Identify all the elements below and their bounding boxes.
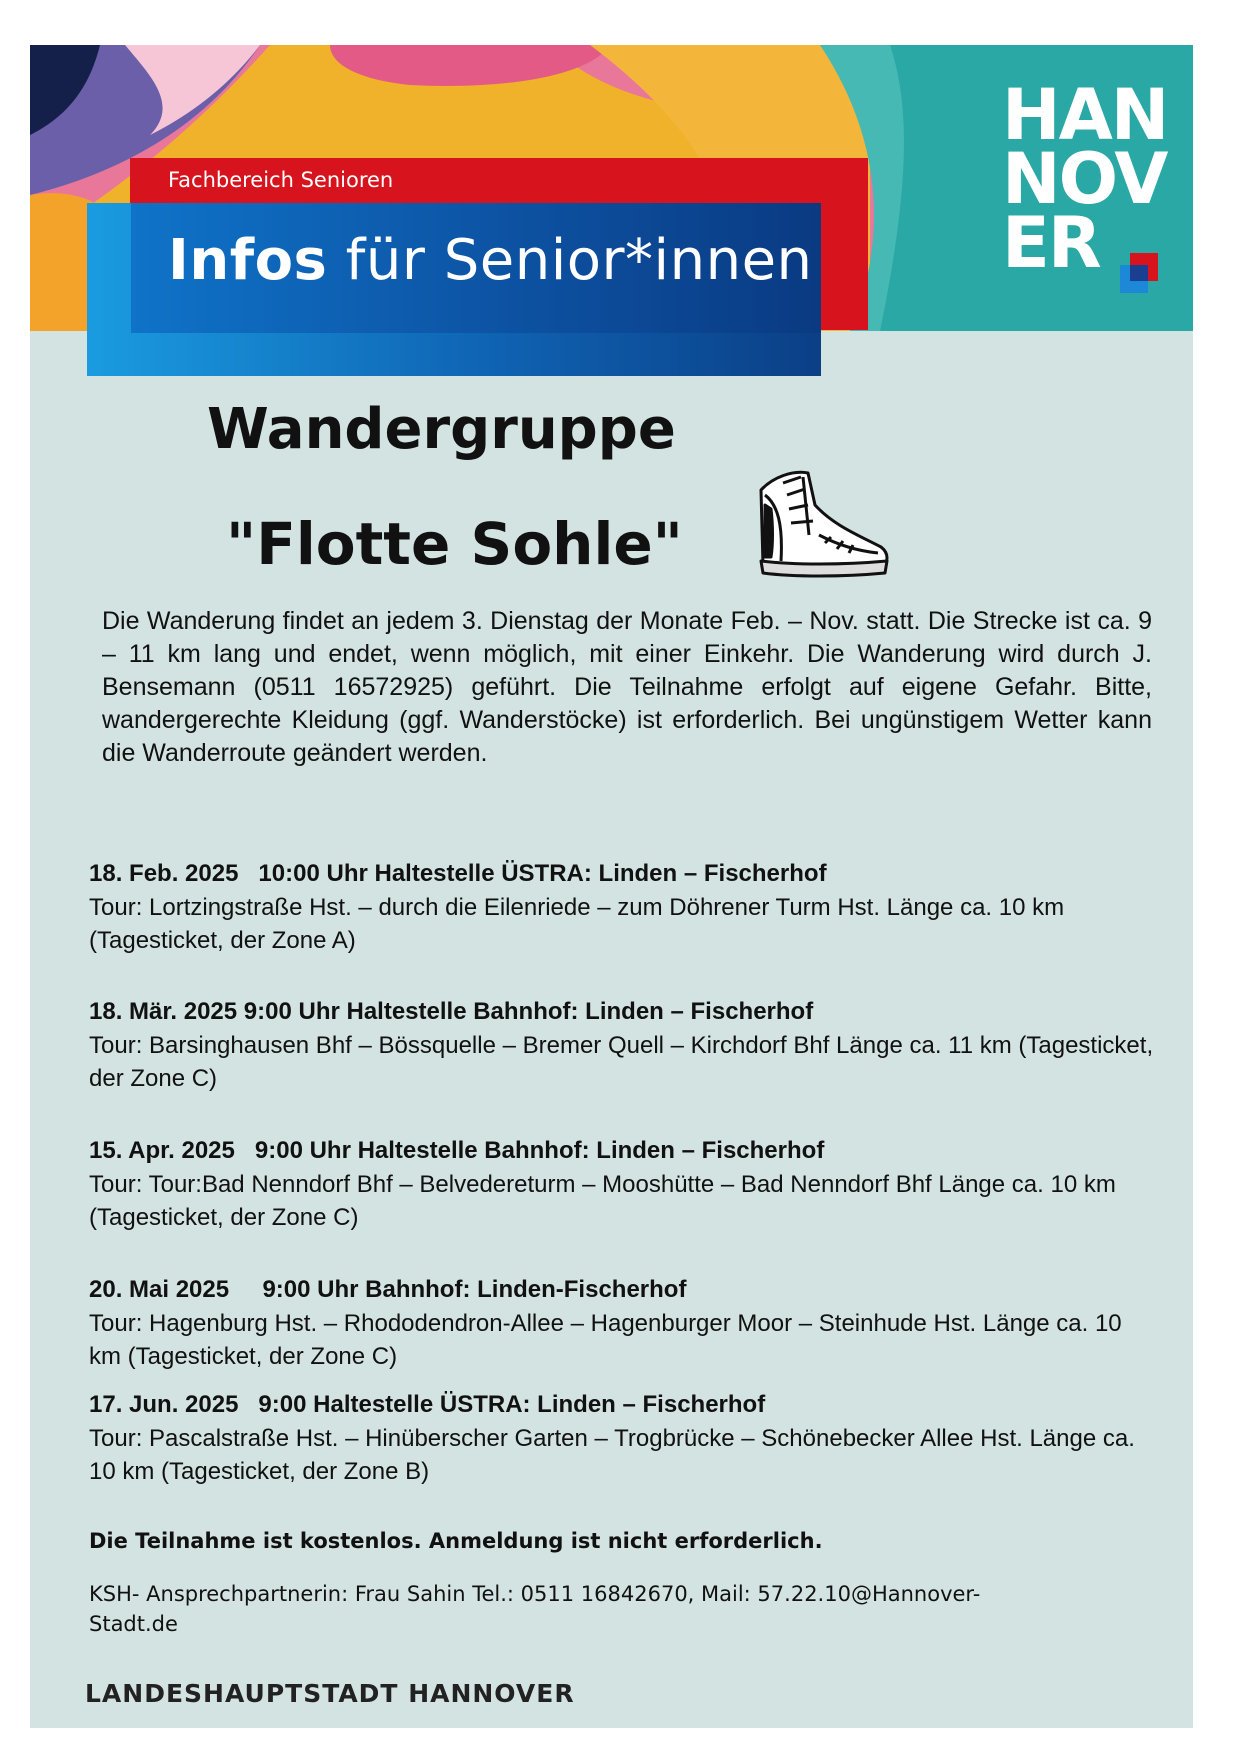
hannover-logo xyxy=(1002,74,1172,293)
tour-heading: 18. Feb. 2025 10:00 Uhr Haltestelle ÜSTRA: Linden – Fischerhof xyxy=(89,860,827,887)
tour-heading: 20. Mai 2025 9:00 Uhr Bahnhof: Linden-Fischerhof xyxy=(89,1276,687,1303)
tour-description: Tour: Pascalstraße Hst. – Hinüberscher Garten – Trogbrücke – Schönebecker Allee Hst. Länge ca. 10 km (Tagesticket, der Zone B) xyxy=(89,1425,1135,1485)
tour-description: Tour: Tour:Bad Nenndorf Bhf – Belvedereturm – Mooshütte – Bad Nenndorf Bhf Länge ca. 10 km (Tagesticket, der Zone C) xyxy=(89,1171,1116,1231)
tour-item xyxy=(89,1273,1159,1373)
participation-note: Die Teilnahme ist kostenlos. Anmeldung ist nicht erforderlich. xyxy=(89,1529,823,1553)
tour-description: Tour: Lortzingstraße Hst. – durch die Eilenriede – zum Döhrener Turm Hst. Länge ca. 10 km (Tagesticket, der Zone A) xyxy=(89,894,1065,954)
intro-paragraph: Die Wanderung findet an jedem 3. Dienstag der Monate Feb. – Nov. statt. Die Strecke ist ca. 9 – 11 km lang und endet, wenn möglich, mit einer Einkehr. Die Wanderung wird durch J. Bensemann (0511 16572925) geführt. Die Teilnahme erfolgt auf eigene Gefahr. Bitte, wandergerechte Kleidung (ggf. Wanderstöcke) ist erforderlich. Bei ungünstigem Wetter kann die Wanderroute geändert werden. xyxy=(102,607,1152,767)
contact-info: KSH- Ansprechpartnerin: Frau Sahin Tel.: 0511 16842670, Mail: 57.22.10@Hannover-Stadt.de xyxy=(89,1582,981,1636)
department-label: Fachbereich Senioren xyxy=(168,168,394,192)
flyer-page xyxy=(30,45,1193,1728)
tour-heading: 17. Jun. 2025 9:00 Haltestelle ÜSTRA: Linden – Fischerhof xyxy=(89,1391,766,1418)
tour-item xyxy=(89,1388,1159,1488)
tour-item xyxy=(89,857,1159,957)
tour-description: Tour: Barsinghausen Bhf – Bössquelle – Bremer Quell – Kirchdorf Bhf Länge ca. 11 km (Tagesticket, der Zone C) xyxy=(89,1032,1154,1092)
title-bold: Infos xyxy=(168,228,328,293)
tour-item xyxy=(89,995,1159,1095)
page-title xyxy=(168,228,813,293)
title-rest: für Senior*innen xyxy=(327,228,813,293)
tour-description: Tour: Hagenburg Hst. – Rhododendron-Allee – Hagenburger Moor – Steinhude Hst. Länge ca. 10 km (Tagesticket, der Zone C) xyxy=(89,1310,1122,1370)
logo-line-1: HAN xyxy=(1002,74,1168,156)
logo-line-2: NOV xyxy=(1002,138,1167,220)
footer-city-name: LANDESHAUPTSTADT HANNOVER xyxy=(85,1679,575,1708)
group-name: "Flotte Sohle" xyxy=(226,510,683,578)
tour-item xyxy=(89,1134,1159,1234)
title-banner xyxy=(87,203,821,376)
group-heading: Wandergruppe xyxy=(207,397,676,462)
tour-heading: 18. Mär. 2025 9:00 Uhr Haltestelle Bahnhof: Linden – Fischerhof xyxy=(89,998,814,1025)
tour-heading: 15. Apr. 2025 9:00 Uhr Haltestelle Bahnhof: Linden – Fischerhof xyxy=(89,1137,825,1164)
sneaker-icon xyxy=(753,465,893,585)
logo-line-3: ER xyxy=(1002,202,1100,284)
logo-squares-icon xyxy=(1118,251,1162,295)
